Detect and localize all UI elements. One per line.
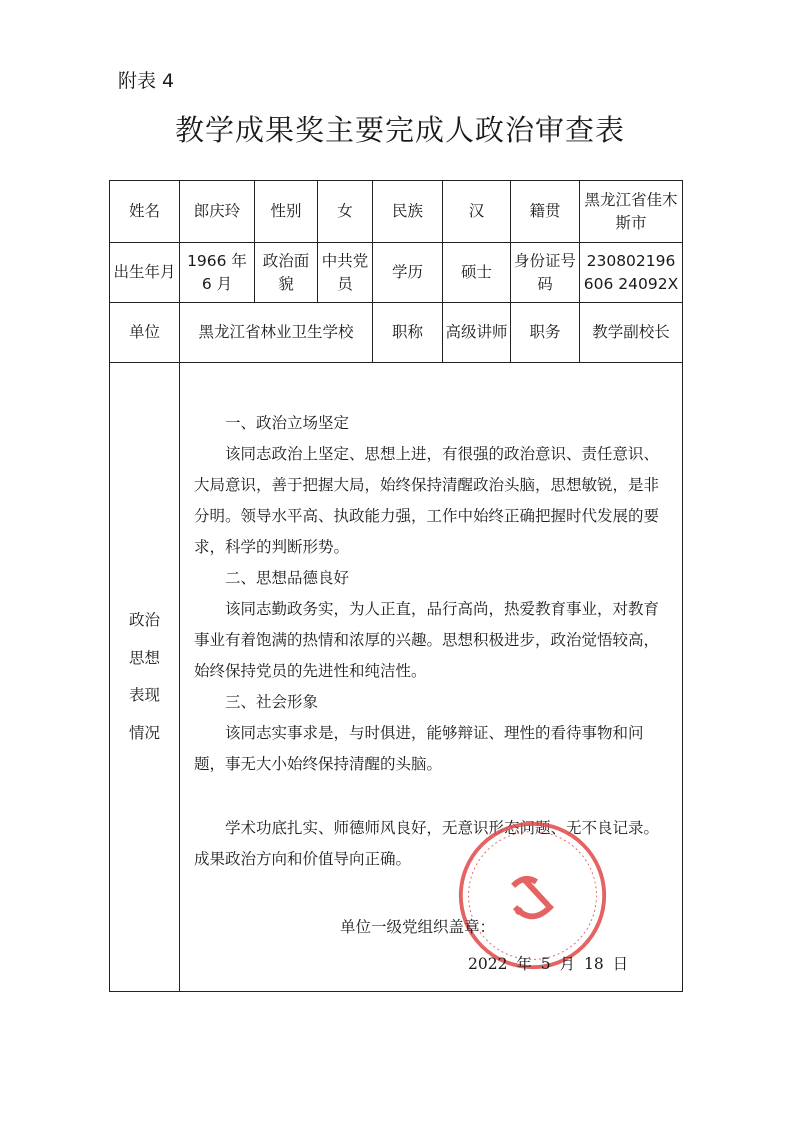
table-row: [110, 181, 683, 243]
gender-value: 女: [318, 181, 373, 243]
section-heading: 一、政治立场坚定: [225, 414, 350, 432]
paragraph: 该同志勤政务实，为人正直，品行高尚，热爱教育事业，对教育事业有着饱满的热情和浓厚的兴趣。思想积极进步，政治觉悟较高，始终保持党员的先进性和纯洁性。: [194, 600, 660, 680]
section-heading: 二、思想品德良好: [225, 569, 350, 587]
signature-line: 单位一级党组织盖章：: [340, 918, 496, 936]
position-value: 教学副校长: [580, 303, 683, 363]
table-row: [110, 363, 683, 992]
name-label: 姓名: [110, 181, 180, 243]
section-heading: 三、社会形象: [225, 693, 319, 711]
ethnicity-label: 民族: [373, 181, 443, 243]
professional-title-value: 高级讲师: [443, 303, 511, 363]
review-content-cell: [180, 363, 683, 992]
unit-label: 单位: [110, 303, 180, 363]
education-label: 学历: [373, 243, 443, 303]
birth-value: 1966 年 6 月: [180, 243, 255, 303]
ethnicity-value: 汉: [443, 181, 511, 243]
id-number-label: 身份证号码: [511, 243, 580, 303]
native-place-label: 籍贯: [511, 181, 580, 243]
paragraph: 该同志政治上坚定、思想上进，有很强的政治意识、责任意识、大局意识，善于把握大局，始终保持清醒政治头脑，思想敏锐，是非分明。领导水平高、执政能力强，工作中始终正确把握时代发展的要求，科学的判断形势。: [194, 445, 660, 556]
name-value: 郎庆玲: [180, 181, 255, 243]
political-status-label: 政治面貌: [255, 243, 318, 303]
conclusion-paragraph: 学术功底扎实、师德师风良好，无意识形态问题、无不良记录。成果政治方向和价值导向正确。: [194, 819, 660, 868]
annex-label: 附表 4: [118, 70, 175, 92]
id-number-value: 230802196606 24092X: [580, 243, 683, 303]
position-label: 职务: [511, 303, 580, 363]
official-seal-stamp: [455, 818, 610, 973]
gender-label: 性别: [255, 181, 318, 243]
review-form-table: [109, 180, 683, 992]
unit-value: 黑龙江省林业卫生学校: [180, 303, 373, 363]
form-title: 教学成果奖主要完成人政治审查表: [174, 113, 625, 147]
date-line: 2022 年 5 月 18 日: [468, 955, 629, 973]
table-row: [110, 243, 683, 303]
education-value: 硕士: [443, 243, 511, 303]
native-place-value: 黑龙江省佳木斯市: [580, 181, 683, 243]
professional-title-label: 职称: [373, 303, 443, 363]
section-label: 政治 思想 表现 情况: [110, 363, 180, 992]
paragraph: 该同志实事求是，与时俱进，能够辩证、理性的看待事物和问题，事无大小始终保持清醒的头脑。: [194, 724, 644, 773]
table-row: [110, 303, 683, 363]
political-status-value: 中共党员: [318, 243, 373, 303]
birth-label: 出生年月: [110, 243, 180, 303]
